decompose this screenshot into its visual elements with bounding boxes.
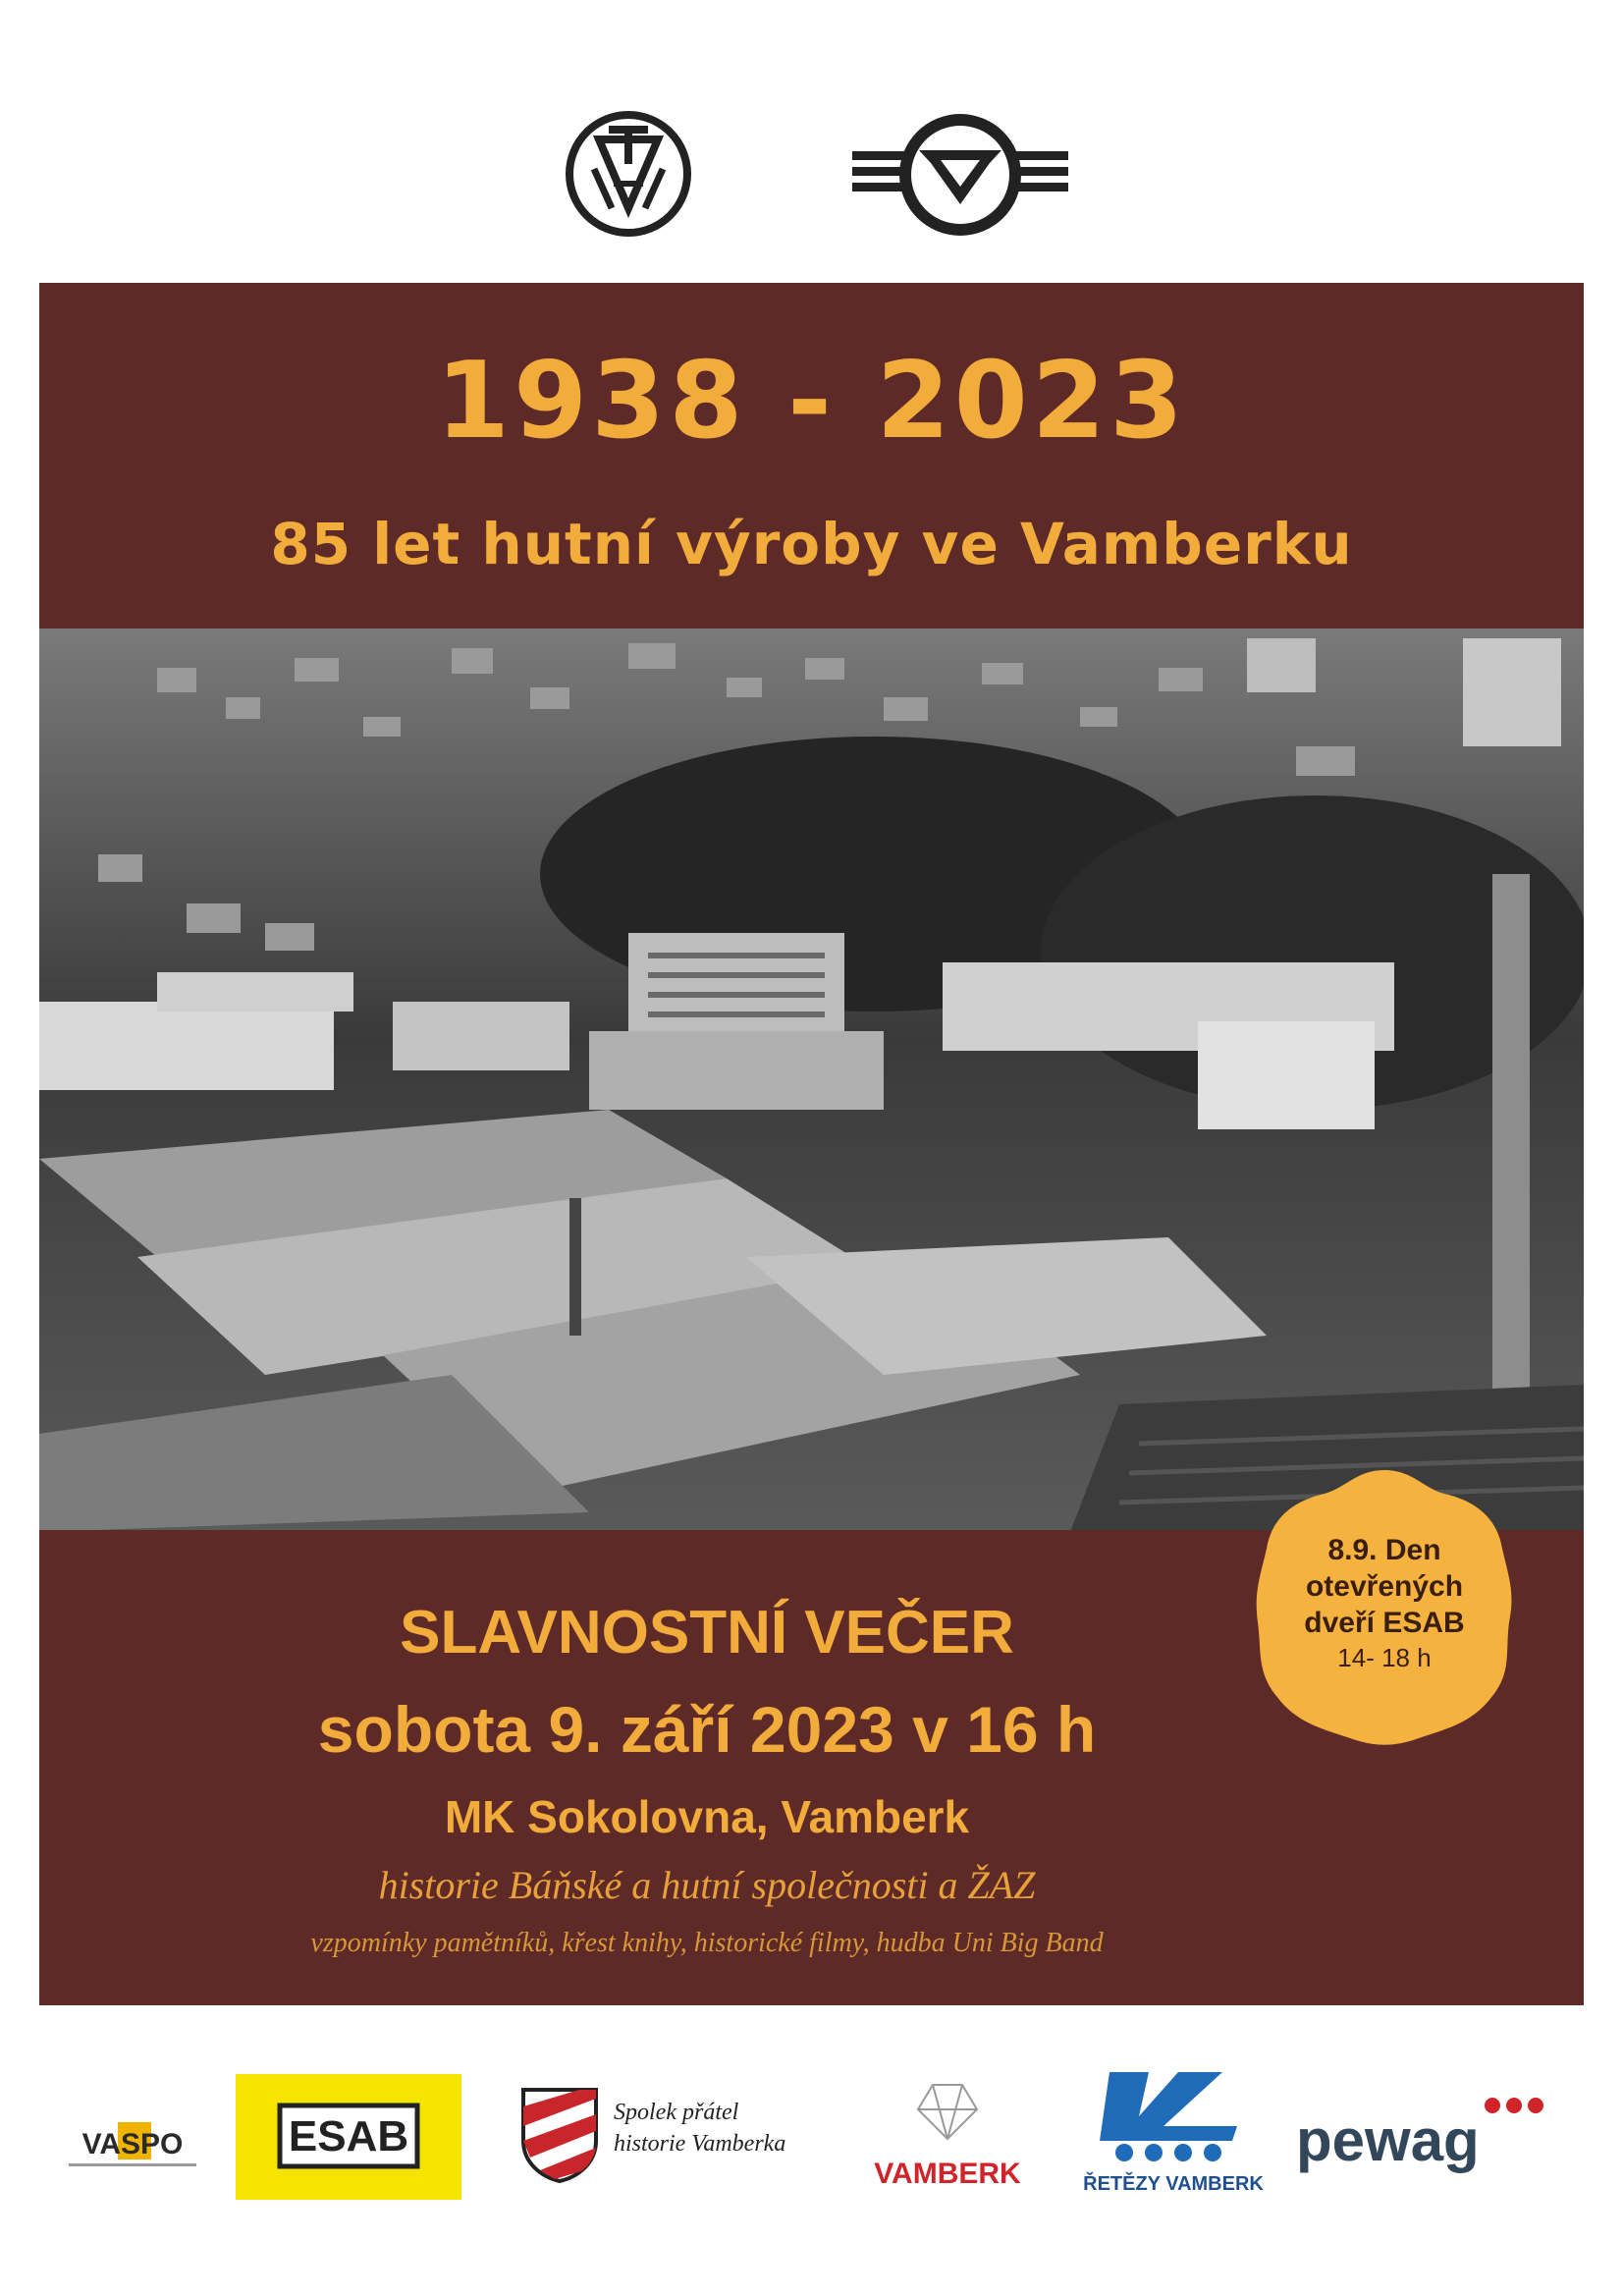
badge-line-1: 8.9. Den: [1327, 1534, 1441, 1566]
spolek-crest-icon: [520, 2087, 599, 2183]
retezy-vamberk-logo: [1070, 2062, 1276, 2200]
event-program-line: vzpomínky pamětníků, křest knihy, historické filmy, hudba Uni Big Band: [310, 1928, 1104, 1958]
vamberk-text: VAMBERK: [874, 2158, 1021, 2190]
esab-logo: [236, 2074, 461, 2200]
badge-line-3: dveří ESAB: [1304, 1607, 1465, 1639]
spolek-line-1: Spolek přátel: [614, 2100, 739, 2125]
vamberk-logo: [835, 2080, 1031, 2198]
event-title: SLAVNOSTNÍ VEČER: [400, 1599, 1014, 1667]
retezy-text: ŘETĚZY VAMBERK: [1083, 2173, 1264, 2195]
anniversary-years: 1938 - 2023: [435, 340, 1188, 463]
anniversary-subtitle: 85 let hutní výroby ve Vamberku: [270, 511, 1353, 577]
open-day-text: [1252, 1532, 1517, 1674]
event-history-line: historie Báňské a hutní společnosti a ŽAZ: [378, 1863, 1036, 1907]
bhs-logo: [555, 110, 702, 238]
factory-aerial-photo: [39, 629, 1584, 1532]
vaspo-text: VASPO: [81, 2128, 184, 2160]
event-place: MK Sokolovna, Vamberk: [444, 1791, 970, 1842]
pewag-logo: [1286, 2092, 1561, 2180]
spolek-text: [614, 2097, 810, 2159]
zaz-logo: [842, 106, 1078, 244]
badge-line-2: otevřených: [1305, 1570, 1464, 1603]
pewag-text: pewag: [1296, 2107, 1480, 2173]
spolek-line-2: historie Vamberka: [614, 2131, 786, 2157]
vaspo-logo: [59, 2116, 206, 2175]
event-date: sobota 9. září 2023 v 16 h: [317, 1693, 1097, 1766]
badge-hours: 14- 18 h: [1337, 1643, 1432, 1672]
esab-text: ESAB: [288, 2112, 409, 2160]
